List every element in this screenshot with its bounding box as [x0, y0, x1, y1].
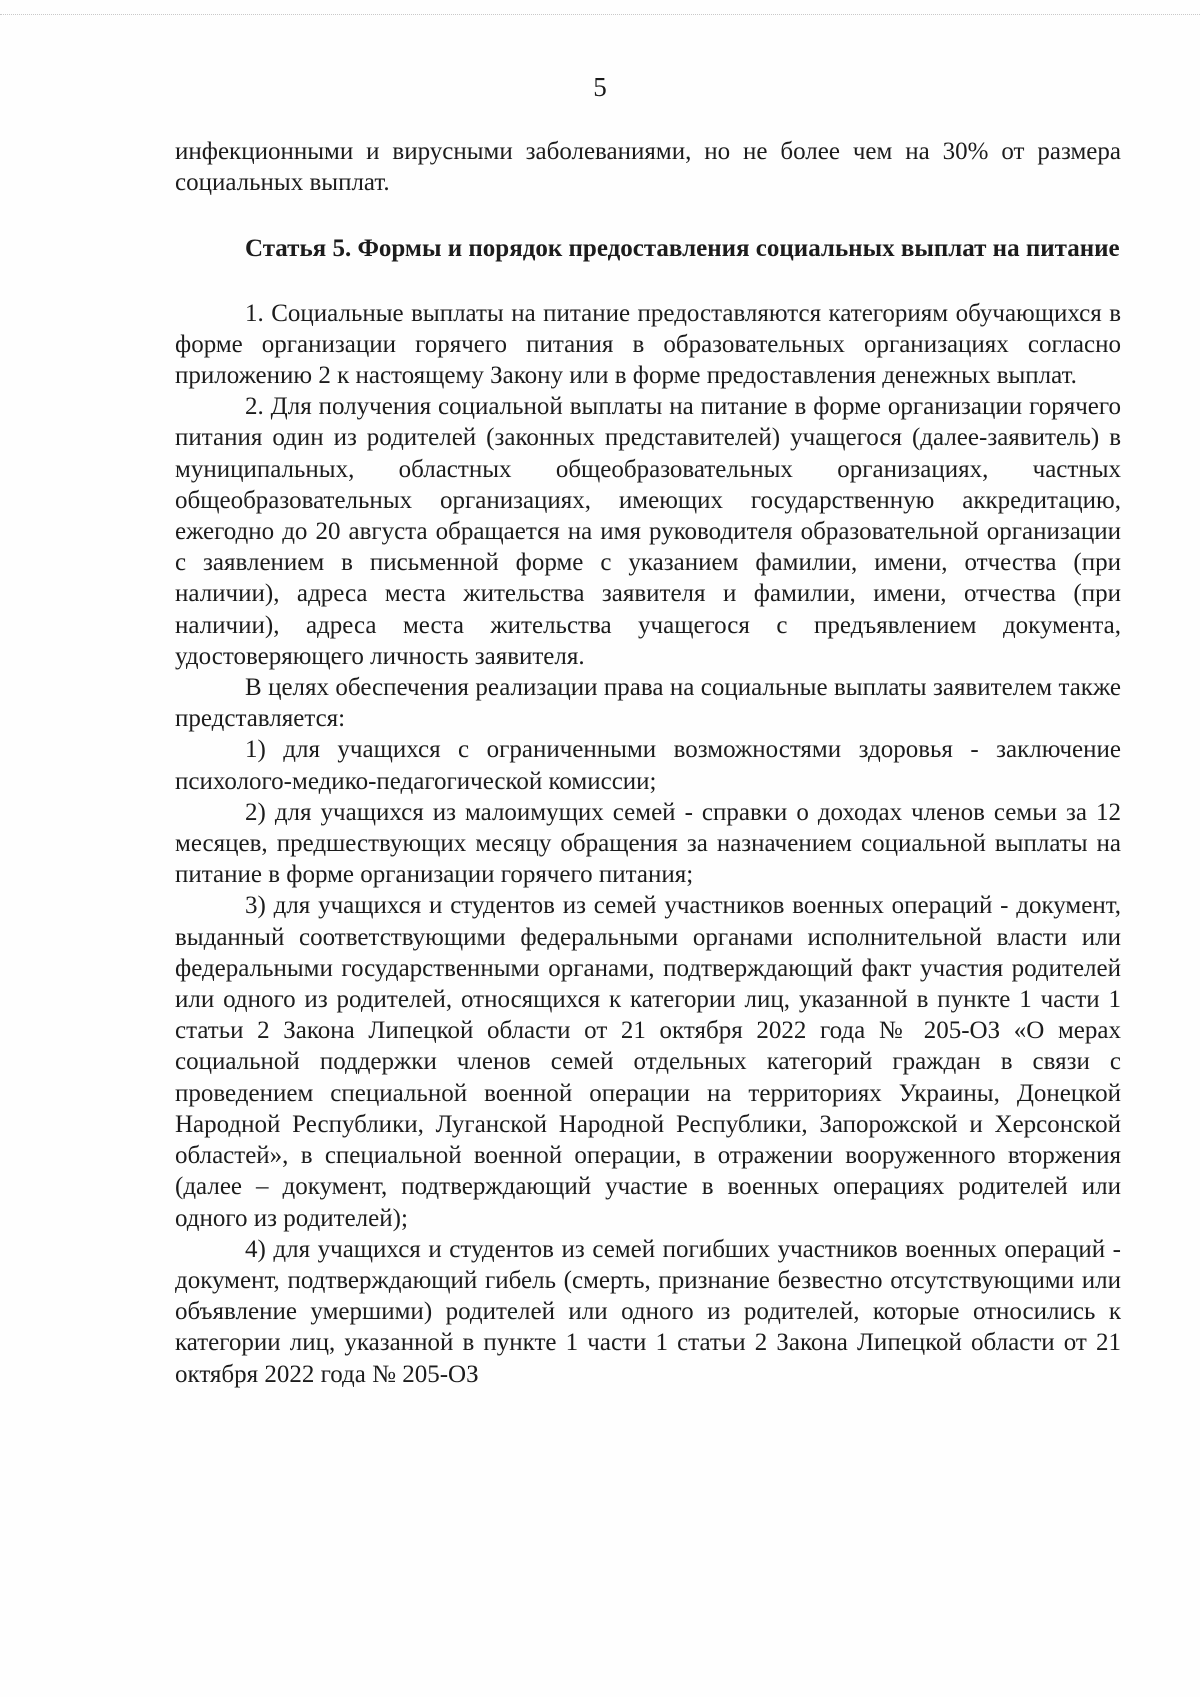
paragraph-continuation: инфекционными и вирусными заболеваниями, но не более чем на 30% от размера социальных выплат. — [175, 138, 1121, 197]
paragraph-2: 2. Для получения социальной выплаты на питание в форме организации горячего питания один из родителей (законных представителей) учащегося (далее-заявитель) в муниципальных, областных общеобразовательных организациях, частных общеобразовательных организациях, имеющих государственную аккредитацию, ежегодно до 20 августа обращается на имя руководителя образовательной организации с заявлением в письменной форме с указанием фамилии, имени, отчества (при наличии), адреса места жительства заявителя и фамилии, имени, отчества (при наличии), адреса места жительства учащегося с предъявлением документа, удостоверяющего личность заявителя. — [175, 393, 1121, 670]
page-number: 5 — [593, 72, 607, 102]
list-item-1: 1) для учащихся с ограниченными возможностями здоровья - заключение психолого-медико-педагогической комиссии; — [175, 736, 1121, 795]
list-item-2: 2) для учащихся из малоимущих семей - справки о доходах членов семьи за 12 месяцев, предшествующих месяцу обращения за назначением социальной выплаты на питание в форме организации горячего питания; — [175, 798, 1121, 889]
scan-edge-line — [0, 0, 1200, 15]
list-item-4: 4) для учащихся и студентов из семей погибших участников военных операций - документ, подтверждающий гибель (смерть, признание безвестно отсутствующими или объявление умершими) родителей или одного из родителей, которые относились к категории лиц, указанной в пункте 1 части 1 статьи 2 Закона Липецкой области от 21 октября 2022 года № 205-ОЗ — [175, 1235, 1121, 1388]
document-body — [175, 136, 1121, 1390]
paragraph-3: В целях обеспечения реализации права на социальные выплаты заявителем также представляется: — [175, 674, 1121, 733]
paragraph-1: 1. Социальные выплаты на питание предоставляются категориям обучающихся в форме организации горячего питания в образовательных организациях согласно приложению 2 к настоящему Закону или в форме предоставления денежных выплат. — [175, 299, 1121, 390]
article-heading: Статья 5. Формы и порядок предоставления социальных выплат на питание — [245, 235, 1120, 263]
list-item-3: 3) для учащихся и студентов из семей участников военных операций - документ, выданный соответствующими федеральными органами исполнительной власти или федеральными государственными органами, подтверждающий факт участия родителей или одного из родителей, относящихся к категории лиц, указанной в пункте 1 части 1 статьи 2 Закона Липецкой области от 21 октября 2022 года № 205-ОЗ «О мерах социальной поддержки членов семей отдельных категорий граждан в связи с проведением специальной военной операции на территориях Украины, Донецкой Народной Республики, Луганской Народной Республики, Запорожской и Херсонской областей», в специальной военной операции, в отражении вооруженного вторжения (далее – документ, подтверждающий участие в военных операциях родителей или одного из родителей); — [175, 892, 1121, 1232]
